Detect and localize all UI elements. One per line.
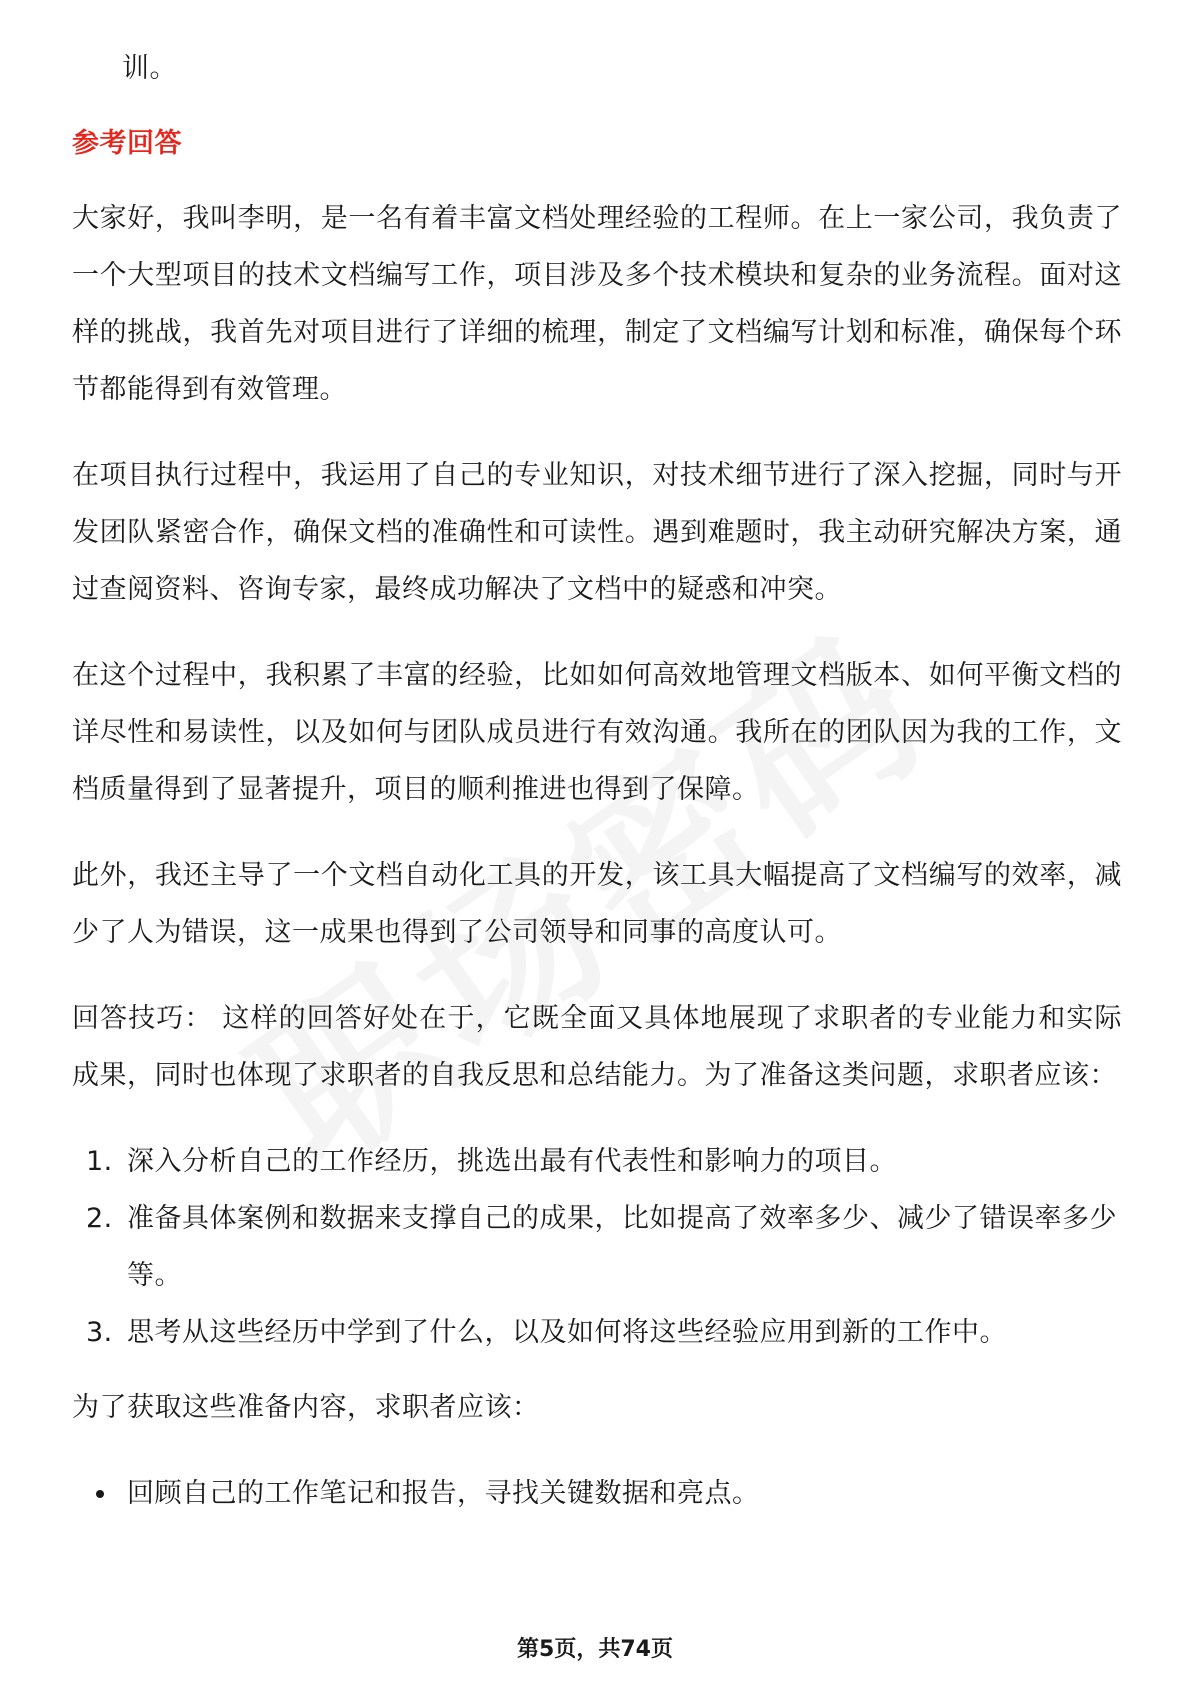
prep-intro: 为了获取这些准备内容，求职者应该： — [72, 1392, 540, 1423]
list-number: 2. — [86, 1203, 113, 1234]
tips-paragraph: 回答技巧： 这样的回答好处在于，它既全面又具体地展现了求职者的专业能力和实际成果，同时也体现了求职者的自我反思和总结能力。为了准备这类问题，求职者应该： — [72, 1003, 1122, 1091]
answer-paragraph-3: 在这个过程中，我积累了丰富的经验，比如如何高效地管理文档版本、如何平衡文档的详尽性和易读性，以及如何与团队成员进行有效沟通。我所在的团队因为我的工作，文档质量得到了显著提升，项目的顺利推进也得到了保障。 — [72, 660, 1122, 805]
list-item-text: 思考从这些经历中学到了什么，以及如何将这些经验应用到新的工作中。 — [127, 1317, 1007, 1348]
answer-paragraph-4: 此外，我还主导了一个文档自动化工具的开发，该工具大幅提高了文档编写的效率，减少了人为错误，这一成果也得到了公司领导和同事的高度认可。 — [72, 860, 1122, 948]
list-item — [72, 1190, 1122, 1304]
list-number: 1. — [86, 1146, 113, 1177]
section-heading: 参考回答 — [72, 128, 182, 159]
list-item — [72, 1133, 1122, 1190]
bullet-item-text: 回顾自己的工作笔记和报告，寻找关键数据和亮点。 — [127, 1478, 760, 1509]
page-content — [72, 40, 1122, 1522]
list-item-text: 准备具体案例和数据来支撑自己的成果，比如提高了效率多少、减少了错误率多少等。 — [127, 1203, 1117, 1291]
bullet-item — [72, 1465, 1122, 1522]
list-item — [72, 1304, 1122, 1361]
bullet-list — [72, 1465, 1122, 1522]
continuation-text: 训。 — [122, 53, 177, 84]
numbered-list — [72, 1133, 1122, 1361]
list-number: 3. — [86, 1317, 113, 1348]
answer-paragraph-1: 大家好，我叫李明，是一名有着丰富文档处理经验的工程师。在上一家公司，我负责了一个大型项目的技术文档编写工作，项目涉及多个技术模块和复杂的业务流程。面对这样的挑战，我首先对项目进行了详细的梳理，制定了文档编写计划和标准，确保每个环节都能得到有效管理。 — [72, 203, 1122, 405]
page-number: 第5页，共74页 — [517, 1637, 673, 1662]
answer-paragraph-2: 在项目执行过程中，我运用了自己的专业知识，对技术细节进行了深入挖掘，同时与开发团队紧密合作，确保文档的准确性和可读性。遇到难题时，我主动研究解决方案，通过查阅资料、咨询专家，最终成功解决了文档中的疑惑和冲突。 — [72, 460, 1122, 605]
list-item-text: 深入分析自己的工作经历，挑选出最有代表性和影响力的项目。 — [127, 1146, 897, 1177]
bullet-dot-icon — [96, 1490, 104, 1498]
